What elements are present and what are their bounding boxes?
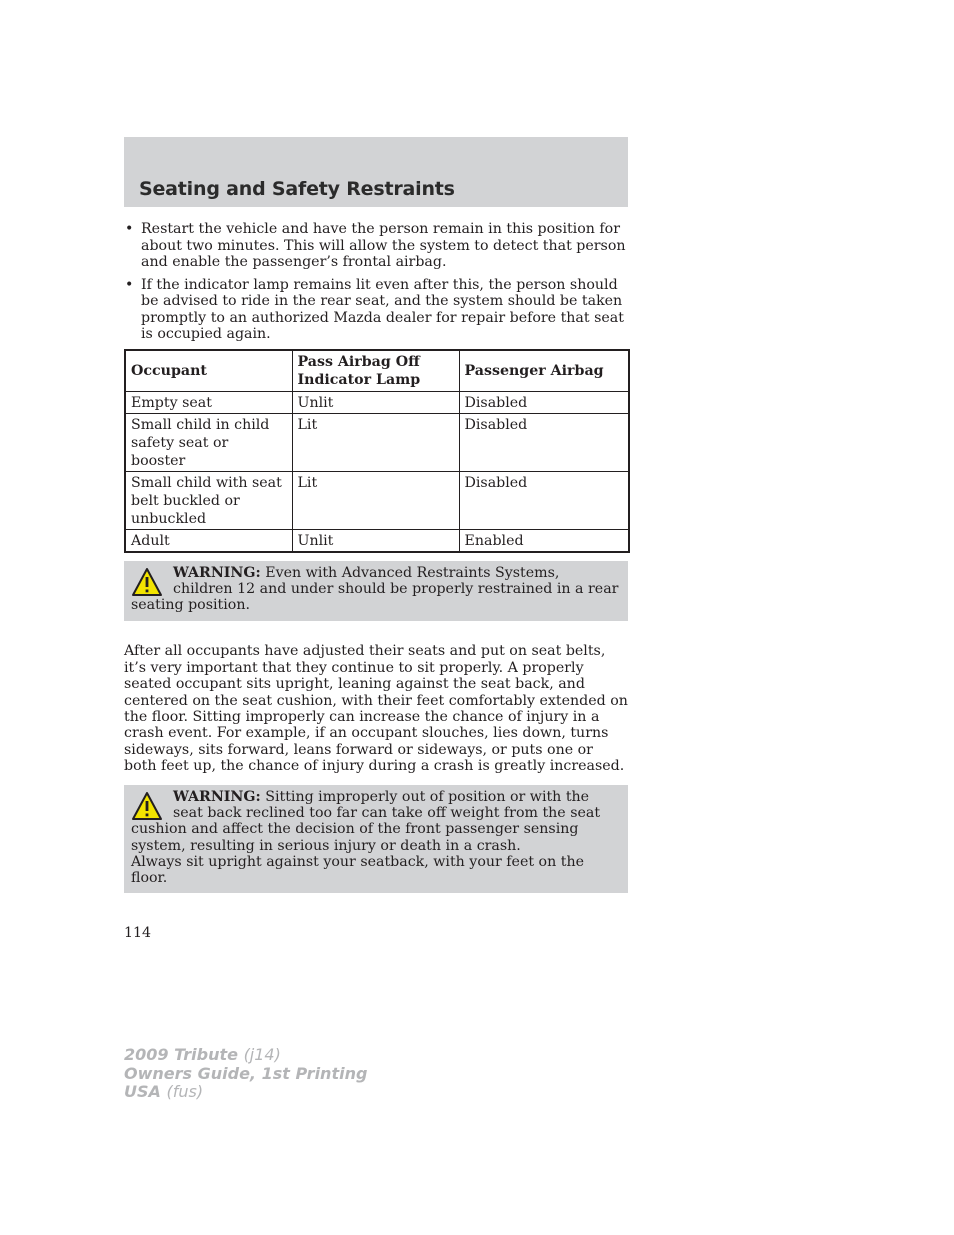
table-row <box>125 529 629 552</box>
footer-line: USA (fus) <box>124 1082 204 1101</box>
table-cell: Empty seat <box>125 391 292 413</box>
column-header: Occupant <box>125 350 292 392</box>
list-item: • If the indicator lamp remains lit even after this, the person should be advised to ride in the rear seat, and the system should be taken promptly to an authorized Mazda dealer for repair before that seat is occupied again. <box>125 276 624 342</box>
warning-box <box>124 785 628 894</box>
table-row <box>125 471 629 529</box>
warning-box <box>124 561 628 622</box>
table-cell: Disabled <box>459 471 629 529</box>
column-header: Pass Airbag Off Indicator Lamp <box>292 350 459 392</box>
warning-text: Even with Advanced Restraints Systems, children 12 and under should be properly restrained in a rear seating position. <box>131 564 619 614</box>
table-row <box>125 391 629 413</box>
footer-line: Owners Guide, 1st Printing <box>124 1063 368 1083</box>
section-header <box>124 137 628 207</box>
warning-triangle-icon <box>131 791 163 821</box>
bullet-list <box>124 221 628 343</box>
page-number: 114 <box>124 925 152 941</box>
column-header: Passenger Airbag <box>459 350 629 392</box>
warning-triangle-icon <box>131 567 163 597</box>
bullet-icon: • <box>125 221 134 237</box>
table-cell: Enabled <box>459 529 629 552</box>
table-cell: Disabled <box>459 391 629 413</box>
footer-imprint <box>124 1046 367 1102</box>
warning-label: WARNING: <box>173 788 261 805</box>
table-cell: Lit <box>292 471 459 529</box>
bullet-icon: • <box>125 276 134 293</box>
table-cell: Small child in child safety seat or booster <box>125 413 292 471</box>
warning-text: Sitting improperly out of position or with the seat back reclined too far can take off weight from the seat cushion and affect the decision of the front passenger sensing system, resulting in serious injury or death in a crash. <box>131 788 601 854</box>
table-header-row <box>125 350 629 392</box>
body-paragraph: After all occupants have adjusted their seats and put on seat belts, it’s very important that they continue to sit properly. A properly seated occupant sits upright, leaning against the seat back, and centered on the seat cushion, with their feet comfortably extended on the floor. Sitting improperly can increase the chance of injury in a crash event. For example, if an occupant slouches, lies down, turns sideways, sits forward, leans forward or sideways, or puts one or both feet up, the chance of injury during a crash is greatly increased. <box>124 643 628 775</box>
list-item: • Restart the vehicle and have the person remain in this position for about two minutes. This will allow the system to detect that person and enable the passenger’s frontal airbag. <box>125 221 626 270</box>
table-cell: Small child with seat belt buckled or unbuckled <box>125 471 292 529</box>
table-cell: Disabled <box>459 413 629 471</box>
airbag-status-table <box>124 349 630 553</box>
section-title: Seating and Safety Restraints <box>139 178 455 200</box>
footer-line: 2009 Tribute (j14) <box>124 1045 281 1064</box>
page-content <box>124 221 628 893</box>
table-cell: Adult <box>125 529 292 552</box>
warning-label: WARNING: <box>173 564 261 581</box>
table-row <box>125 413 629 471</box>
table-cell: Unlit <box>292 391 459 413</box>
table-cell: Unlit <box>292 529 459 552</box>
table-cell: Lit <box>292 413 459 471</box>
warning-extra-text: Always sit upright against your seatback, with your feet on the floor. <box>131 853 584 887</box>
